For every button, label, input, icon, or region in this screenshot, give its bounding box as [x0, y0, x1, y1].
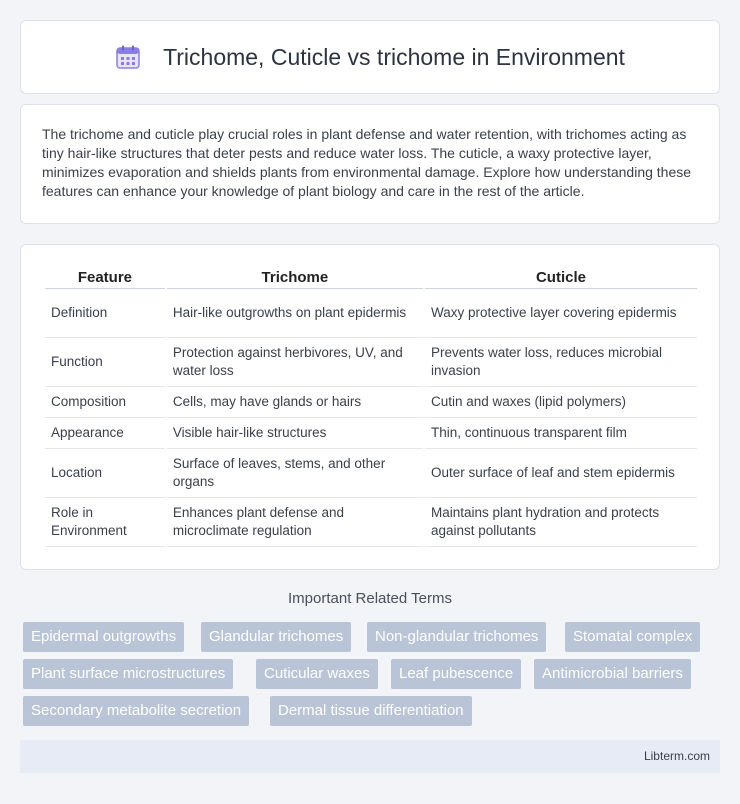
header-trichome: Trichome: [167, 263, 423, 289]
table-cell: Appearance: [45, 418, 165, 449]
table-cell: Composition: [45, 387, 165, 418]
related-term-tag[interactable]: Dermal tissue differentiation: [270, 696, 472, 726]
table-row: [45, 449, 697, 498]
table-cell: Thin, continuous transparent film: [425, 418, 697, 449]
table-row: [45, 289, 697, 338]
related-term-tag[interactable]: Secondary metabolite secretion: [23, 696, 249, 726]
table-row: [45, 418, 697, 449]
table-cell: Surface of leaves, stems, and other organs: [167, 449, 423, 498]
comparison-card: [20, 244, 720, 570]
calendar-icon: [115, 44, 141, 70]
table-cell: Cutin and waxes (lipid polymers): [425, 387, 697, 418]
table-header-row: [45, 263, 697, 289]
comparison-table: [43, 263, 699, 547]
title-card: [20, 20, 720, 94]
table-cell: Definition: [45, 289, 165, 338]
related-term-tag[interactable]: Epidermal outgrowths: [23, 622, 184, 652]
table-cell: Hair-like outgrowths on plant epidermis: [167, 289, 423, 338]
table-cell: Maintains plant hydration and protects against pollutants: [425, 498, 697, 547]
intro-paragraph: The trichome and cuticle play crucial roles in plant defense and water retention, with trichomes acting as tiny hair-like structures that deter pests and reduce water loss. The cuticle, a waxy protective layer, minimizes evaporation and shields plants from environmental damage. Explore how understanding these features can enhance your knowledge of plant biology and care in the rest of the article.: [42, 126, 692, 199]
header-cuticle: Cuticle: [425, 263, 697, 289]
table-cell: Outer surface of leaf and stem epidermis: [425, 449, 697, 498]
table-cell: Prevents water loss, reduces microbial invasion: [425, 338, 697, 387]
related-term-tag[interactable]: Antimicrobial barriers: [534, 659, 691, 689]
related-term-tag[interactable]: Plant surface microstructures: [23, 659, 233, 689]
related-term-tag[interactable]: Glandular trichomes: [201, 622, 351, 652]
related-terms-title: Important Related Terms: [288, 590, 452, 607]
table-row: [45, 338, 697, 387]
table-cell: Role in Environment: [45, 498, 165, 547]
table-row: [45, 387, 697, 418]
header-feature: Feature: [45, 263, 165, 289]
footer-site-link[interactable]: Libterm.com: [643, 749, 710, 763]
table-cell: Function: [45, 338, 165, 387]
related-term-tag[interactable]: Leaf pubescence: [391, 659, 521, 689]
related-term-tag[interactable]: Non-glandular trichomes: [367, 622, 546, 652]
table-cell: Location: [45, 449, 165, 498]
footer: [20, 740, 720, 773]
related-term-tag[interactable]: Cuticular waxes: [256, 659, 378, 689]
table-cell: Waxy protective layer covering epidermis: [425, 289, 697, 338]
intro-card: [20, 104, 720, 224]
table-cell: Protection against herbivores, UV, and water loss: [167, 338, 423, 387]
table-cell: Enhances plant defense and microclimate regulation: [167, 498, 423, 547]
table-cell: Cells, may have glands or hairs: [167, 387, 423, 418]
table-row: [45, 498, 697, 547]
table-cell: Visible hair-like structures: [167, 418, 423, 449]
page-title: Trichome, Cuticle vs trichome in Environment: [163, 43, 625, 70]
related-term-tag[interactable]: Stomatal complex: [565, 622, 700, 652]
